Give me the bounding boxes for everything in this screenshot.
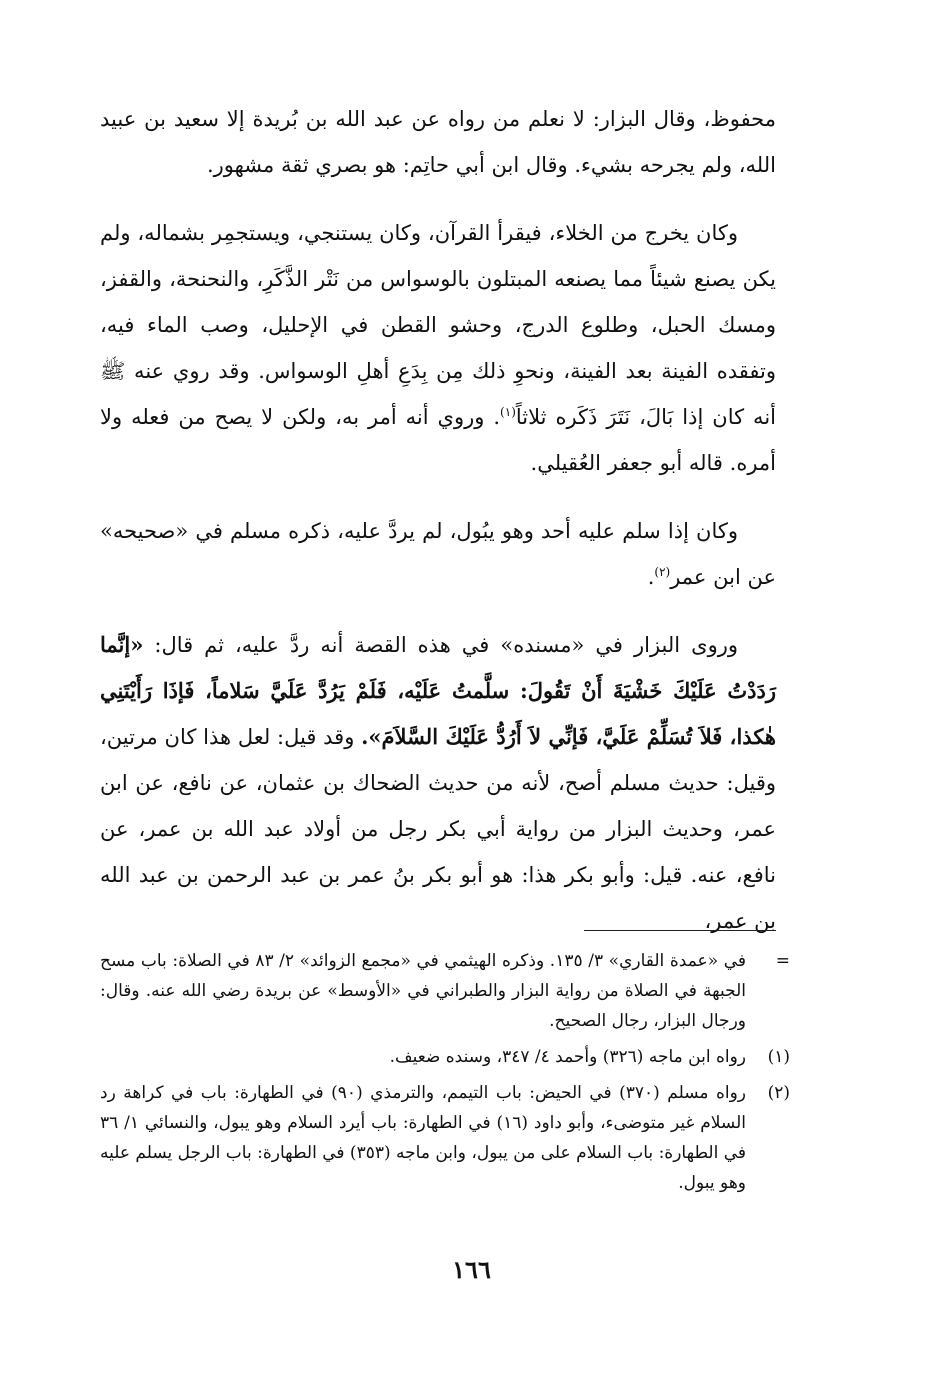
paragraph-2-text: وكان يخرج من الخلاء، فيقرأ القرآن، وكان يستنجي، ويستجمِر بشماله، ولم يكن يصنع شيئاً مما يصنعه المبتلون بالوسواس من نَتْر الذَّكَرِ، والنحنحة، والقفز، ومسك الحبل، وطلوع الدرج، وحشو القطن في الإحليل، وصب الماء فيه، وتفقده الفينة بعد الفينة، ونحوِ ذلك مِن بِدَعِ أهلِ الوسواس. وقد روي عنه ﷺ أنه كان إذا بَالَ، نَتَرَ ذَكَره ثلاثاً xyxy=(100,221,776,429)
footnote-text: في «عمدة القاري» ٣/ ١٣٥. وذكره الهيثمي في «مجمع الزوائد» ٢/ ٨٣ في الصلاة: باب مسح الجبهة في الصلاة من رواية البزار والطبراني في «الأوسط» عن بريدة رضي الله عنه. وقال: ورجال البزار، رجال الصحيح. xyxy=(100,951,746,1031)
footnote-ref-2[interactable]: (٢) xyxy=(654,565,671,579)
paragraph-4-text-after: وقد قيل: لعل هذا كان مرتين، وقيل: حديث مسلم أصح، لأنه من حديث الضحاك بن عثمان، عن نافع، عن ابن عمر، وحديث البزار من رواية أبي بكر رجل من أولاد عبد الله بن عمر، عن نافع، عنه. قيل: وأبو بكر هذا: هو أبو بكر بنُ عمر بن عبد الرحمن بن عبد الله بن عمر، xyxy=(100,725,776,933)
paragraph-3 xyxy=(100,508,776,600)
footnote-text: رواه ابن ماجه (٣٢٦) وأحمد ٤/ ٣٤٧، وسنده ضعيف. xyxy=(389,1047,746,1067)
paragraph-4-text: وروى البزار في «مسنده» في هذه القصة أنه ردَّ عليه، ثم قال: xyxy=(154,633,738,657)
footnotes xyxy=(100,946,790,1204)
footnote-continued xyxy=(100,946,790,1036)
footnote-text: رواه مسلم (٣٧٠) في الحيض: باب التيمم، والترمذي (٩٠) في الطهارة: باب في كراهة رد السلام غير متوضىء، وأبو داود (١٦) في الطهارة: باب أيرد السلام وهو يبول، والنسائي ١/ ٣٦ في الطهارة: باب السلام على من يبول، وابن ماجه (٣٥٣) في الطهارة: باب الرجل يسلم عليه وهو يبول. xyxy=(100,1083,747,1193)
footnote-1 xyxy=(100,1042,790,1072)
footnote-divider xyxy=(584,930,776,931)
hadith-quote: «إنَّما رَدَدْتُ عَلَيْكَ خَشْيَةَ أَنْ تَقُولَ: سلَّمتُ عَلَيْه، فَلَمْ يَرُدَّ عَلَيَّ سَلاماً، فَإذَا رَأَيْتَنِي هٰكذا، فَلاَ تُسَلِّمْ عَلَيَّ، فَإنِّي لاَ أَرُدُّ عَلَيْكَ السَّلاَمَ». xyxy=(100,632,776,749)
paragraph-3-text-after: . xyxy=(647,565,655,589)
footnote-mark: (٢) xyxy=(767,1083,790,1103)
paragraph-1-text: محفوظ، وقال البزار: لا نعلم من رواه عن عبد الله بن بُريدة إلا سعيد بن عبيد الله، ولم يجرحه بشيء. وقال ابن أبي حاتِم: هو بصري ثقة مشهور. xyxy=(100,107,776,177)
paragraph-1 xyxy=(100,96,776,188)
footnote-mark: = xyxy=(775,951,790,971)
main-text xyxy=(100,96,776,944)
paragraph-3-text: وكان إذا سلم عليه أحد وهو يبُول، لم يردَّ عليه، ذكره مسلم في «صحيحه» عن ابن عمر xyxy=(100,519,776,589)
footnote-2 xyxy=(100,1078,790,1198)
paragraph-2-text-after: . وروي أنه أمر به، ولكن لا يصح من فعله ولا أمره. قاله أبو جعفر العُقيلي. xyxy=(100,405,776,475)
paragraph-2 xyxy=(100,210,776,486)
footnote-ref-1[interactable]: (١) xyxy=(500,405,516,419)
paragraph-4 xyxy=(100,622,776,944)
page-number: ١٦٦ xyxy=(452,1255,491,1284)
footnote-mark: (١) xyxy=(767,1047,790,1067)
